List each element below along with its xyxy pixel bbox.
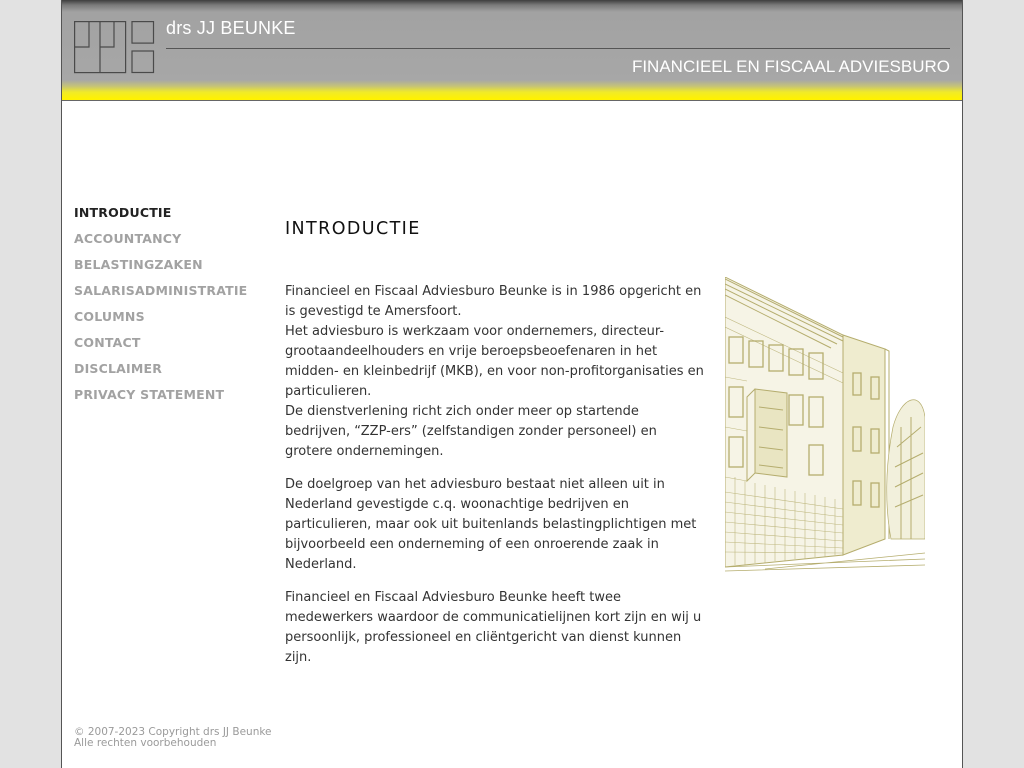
intro-paragraph [285, 282, 705, 462]
intro-line: De dienstverlening richt zich onder meer op startende bedrijven, “ZZP-ers” (zelfstandigen zonder personeel) en grotere ondernemingen. [285, 404, 657, 459]
nav-link-contact[interactable]: CONTACT [74, 335, 141, 350]
rights-text: Alle rechten voorbehouden [74, 737, 217, 749]
page-title: INTRODUCTIE [285, 219, 421, 239]
nav-item-disclaimer [74, 358, 247, 384]
intro-line: Financieel en Fiscaal Adviesburo Beunke is in 1986 opgericht en is gevestigd te Amersfoort. [285, 284, 702, 319]
nav-item-privacy-statement [74, 384, 247, 410]
copyright-text: © 2007-2023 Copyright drs JJ Beunke [74, 726, 272, 738]
site-header [62, 0, 962, 101]
jj-logo-icon[interactable] [74, 21, 156, 75]
nav-item-introductie [74, 202, 247, 228]
nav-link-belastingzaken[interactable]: BELASTINGZAKEN [74, 257, 203, 272]
nav-item-belastingzaken [74, 254, 247, 280]
nav-link-privacy-statement[interactable]: PRIVACY STATEMENT [74, 387, 225, 402]
target-group-paragraph: De doelgroep van het adviesburo bestaat niet alleen uit in Nederland gevestigde c.q. woonachtige bedrijven en particulieren, maar ook uit buitenlands belastingplichtigen met bijvoorbeeld een onderneming of een onroerende zaak in Nederland. [285, 477, 697, 572]
intro-content [285, 282, 705, 681]
nav-item-accountancy [74, 228, 247, 254]
footer [74, 727, 272, 749]
main-nav [74, 202, 247, 410]
brand-name: drs JJ BEUNKE [166, 18, 296, 38]
intro-line: Het adviesburo is werkzaam voor ondernemers, directeur-grootaandeelhouders en vrije beroepsbeoefenaren in het midden- en kleinbedrijf (MKB), en voor non-profitorganisaties en particulieren. [285, 324, 704, 399]
page-container [61, 0, 963, 768]
nav-link-columns[interactable]: COLUMNS [74, 309, 145, 324]
team-paragraph: Financieel en Fiscaal Adviesburo Beunke heeft twee medewerkers waardoor de communicatielijnen kort zijn en wij u persoonlijk, professioneel en cliëntgericht van dienst kunnen zijn. [285, 590, 702, 665]
tagline: FINANCIEEL EN FISCAAL ADVIESBURO [631, 57, 950, 76]
nav-link-accountancy[interactable]: ACCOUNTANCY [74, 231, 182, 246]
header-divider [166, 48, 950, 49]
nav-item-columns [74, 306, 247, 332]
nav-link-introductie[interactable]: INTRODUCTIE [74, 205, 172, 220]
nav-item-contact [74, 332, 247, 358]
office-building-illustration [725, 277, 925, 573]
nav-link-salarisadministratie[interactable]: SALARISADMINISTRATIE [74, 283, 248, 298]
nav-link-disclaimer[interactable]: DISCLAIMER [74, 361, 163, 376]
nav-item-salarisadministratie [74, 280, 247, 306]
